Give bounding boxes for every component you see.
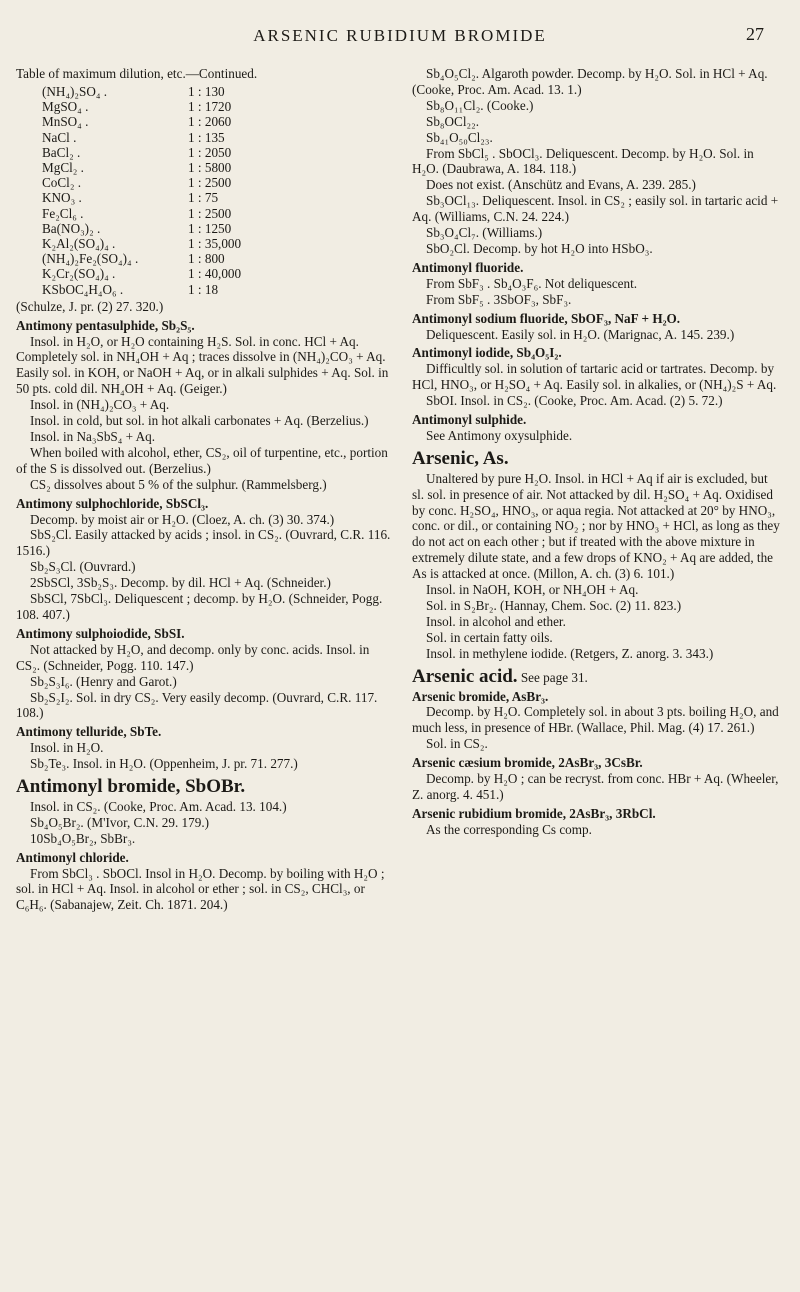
table-caption: Table of maximum dilution, etc.—Continued. [16,66,258,81]
entry-text: Insol. in H₂O, or H₂O containing H₂S. Sol. in conc. HCl + Aq. Completely sol. in NH₄OH + Aq ; traces dissolve in (NH₄)₂CO₃ + Aq. Easily sol. in KOH, or NaOH + Aq, or in alkali sulphides + Aq. Sol. in 50 pts. cold dil. NH₄OH + Aq. (Geiger.) [16,333,389,397]
entry-text: Sol. in CS₂. [426,736,488,752]
entry-text: Sb₂Te₃. Insol. in H₂O. (Oppenheim, J. pr. 71. 277.) [30,756,298,772]
table-reference: (Schulze, J. pr. (2) 27. 320.) [16,298,164,314]
dilution-ratio: 1 : 1250 [188,220,232,236]
entry-heading [412,311,780,327]
entry-text: Deliquescent. Easily sol. in H₂O. (Marignac, A. 145. 239.) [426,326,735,342]
dilution-compound: CoCl₂ . [42,175,82,191]
dilution-row [42,282,241,297]
entry-text: Insol. in NaOH, KOH, or NH₄OH + Aq. [426,582,639,598]
entry-text: Not attacked by H₂O, and decomp. only by conc. acids. Insol. in CS₂. (Schneider, Pogg. 110. 147.) [16,641,370,673]
right-column [412,66,780,838]
dilution-row [42,236,241,251]
dilution-row [42,251,241,266]
left-entries [16,318,392,914]
entry-text: SbOI. Insol. in CS₂. (Cooke, Proc. Am. Acad. (2) 5. 72.) [426,393,723,409]
entry-text: Insol. in (NH₄)₂CO₃ + Aq. [30,397,170,413]
entry-text: Decomp. by H₂O. Completely sol. in about 3 pts. boiling H₂O, and much less, in presence of HBr. (Wallace, Phil. Mag. (4) 17. 261.) [412,704,779,736]
entry-heading [412,260,780,276]
dilution-ratio: 1 : 1720 [188,99,232,115]
entry-heading-text: Antimony sulphoiodide, SbSI. [16,625,185,641]
dilution-compound: Fe₂Cl₆ . [42,205,84,221]
entry-heading [16,724,392,740]
section-heading [16,776,392,798]
dilution-row [42,206,241,221]
entry-text: Insol. in methylene iodide. (Retgers, Z. anorg. 3. 343.) [426,645,714,661]
entry-heading-text: Antimony telluride, SbTe. [16,724,162,740]
entry-text: Sol. in certain fatty oils. [426,629,553,645]
dilution-ratio: 1 : 800 [188,251,225,267]
entry-heading-text: Arsenic cæsium bromide, 2AsBr₃, 3CsBr. [412,755,643,771]
entry-text: Sb₃O₄Cl₇. (Williams.) [426,225,543,241]
page-number: 27 [746,24,764,44]
entry-heading [412,412,780,428]
dilution-compound: MgSO₄ . [42,99,89,115]
page-header [0,14,800,54]
dilution-compound: (NH₄)₂SO₄ . [42,83,108,99]
dilution-row [42,84,241,99]
entry-text: From SbCl₅ . SbOCl₃. Deliquescent. Decomp. by H₂O. Sol. in H₂O. (Daubrawa, A. 184. 118.) [412,145,754,177]
dilution-compound: K₂Al₂(SO₄)₄ . [42,235,116,251]
entry-text: Sb₈O₁₁Cl₂. (Cooke.) [426,97,534,113]
dilution-row [42,160,241,175]
dilution-ratio: 1 : 130 [188,83,225,99]
dilution-ratio: 1 : 2060 [188,114,232,130]
dilution-ratio: 1 : 2500 [188,205,232,221]
dilution-row [42,221,241,236]
dilution-ratio: 1 : 35,000 [188,235,242,251]
entry-text: Sb₂S₃Cl. (Ouvrard.) [30,559,136,575]
running-title: ARSENIC RUBIDIUM BROMIDE [253,26,547,45]
dilution-ratio: 1 : 2500 [188,175,232,191]
section-heading-text: Antimonyl bromide, SbOBr. [16,776,246,798]
dilution-row [42,266,241,281]
entry-text: 10Sb₄O₅Br₂, SbBr₃. [30,830,136,846]
entry-text: Sol. in S₂Br₂. (Hannay, Chem. Soc. (2) 11. 823.) [426,598,682,613]
entry-text: SbSCl, 7SbCl₃. Deliquescent ; decomp. by H₂O. (Schneider, Pogg. 108. 407.) [16,591,383,622]
entry-heading-text: Antimony sulphochloride, SbSCl₃. [16,495,209,511]
entry-heading-text: Arsenic rubidium bromide, 2AsBr₃, 3RbCl. [412,805,656,821]
entry-heading-text: Antimony pentasulphide, Sb₂S₅. [16,317,195,333]
entry-heading-text: Arsenic bromide, AsBr₃. [412,688,549,704]
dilution-ratio: 1 : 40,000 [188,266,242,282]
dilution-compound: KNO₃ . [42,190,82,206]
entry-text: Sb₂S₂I₂. Sol. in dry CS₂. Very easily decomp. (Ouvrard, C.R. 117. 108.) [16,689,378,721]
entry-heading [16,626,392,642]
right-entries [412,66,780,838]
entry-heading [412,345,780,361]
entry-text: 2SbSCl, 3Sb₂S₃. Decomp. by dil. HCl + Aq. (Schneider.) [30,575,331,591]
dilution-compound: MnSO₄ . [42,114,89,130]
dilution-compound: NaCl . [42,129,77,145]
entry-text: SbS₂Cl. Easily attacked by acids ; insol. in CS₂. (Ouvrard, C.R. 116. 1516.) [16,527,391,559]
dilution-table [42,84,241,297]
entry-heading [16,496,392,512]
dilution-compound: MgCl₂ . [42,159,84,175]
entry-heading-text: Antimonyl iodide, Sb₄O₅I₂. [412,345,562,361]
dilution-ratio: 1 : 75 [188,190,219,206]
dilution-compound: KSbOC₄H₄O₆ . [42,281,124,297]
entry-text: From SbF₃ . Sb₄O₃F₆. Not deliquescent. [426,275,638,291]
entry-heading [412,755,780,771]
entry-text: Sb₂S₃I₆. (Henry and Garot.) [30,673,177,689]
entry-heading [16,318,392,334]
entry-text: Insol. in alcohol and ether. [426,613,566,629]
dilution-row [42,99,241,114]
entry-heading-text: Antimonyl fluoride. [412,259,524,275]
dilution-row [42,145,241,160]
entry-text: Sb₈OCl₂₂. [426,113,480,129]
section-heading [412,447,780,469]
entry-text: Unaltered by pure H₂O. Insol. in HCl + Aq if air is excluded, but sl. sol. in presence of air. Not attacked by dil. H₂SO₄ + Aq. Oxidised by conc. H₂SO₄, HNO₃, or aqua regia. Not attacked at 20° by HNO₃, conc. or dil., or containing NO₂ ; nor by HNO₃ + HCl, as long as they do not act on each other ; but if treated with the above mixture in extremely dilute state, and a few drops of KNO₂ + Aq are added, the As is attacked at once. (Millon, A. ch. (3) 6. 101.) [412,470,780,582]
entry-text: Insol. in CS₂. (Cooke, Proc. Am. Acad. 13. 104.) [30,798,287,814]
entry-heading-text: Antimonyl sulphide. [412,412,527,428]
section-heading-text: Arsenic, As. [412,447,509,469]
dilution-ratio: 1 : 5800 [188,159,232,175]
entry-text: SbO₂Cl. Decomp. by hot H₂O into HSbO₃. [426,240,653,256]
dilution-compound: (NH₄)₂Fe₂(SO₄)₄ . [42,251,139,267]
entry-text: Sb₄O₅Cl₂. Algaroth powder. Decomp. by H₂O. Sol. in HCl + Aq. (Cooke, Proc. Am. Acad. 13. 1.) [412,66,768,97]
entry-text: Insol. in Na₃SbS₄ + Aq. [30,429,156,444]
left-column [16,66,392,913]
entry-text: As the corresponding Cs comp. [426,821,592,837]
entry-text: Decomp. by moist air or H₂O. (Cloez, A. ch. (3) 30. 374.) [30,511,335,527]
dilution-row [42,130,241,145]
entry-text: Difficultly sol. in solution of tartaric acid or tartrates. Decomp. by HCl, HNO₃, or H₂SO₄ + Aq. Easily sol. in alkalies, or (NH₄)₂S + Aq. [412,361,777,393]
dilution-ratio: 1 : 2050 [188,144,232,160]
entry-text: From SbF₅ . 3SbOF₃, SbF₃. [426,291,572,307]
section-heading-note: See page 31. [517,669,588,685]
entry-text: CS₂ dissolves about 5 % of the sulphur. (Rammelsberg.) [30,476,327,492]
dilution-row [42,190,241,205]
entry-heading [412,689,780,705]
entry-text: Decomp. by H₂O ; can be recryst. from conc. HBr + Aq. (Wheeler, Z. anorg. 4. 451.) [412,771,779,802]
dilution-ratio: 1 : 18 [188,281,219,297]
dilution-row [42,114,241,129]
dilution-row [42,175,241,190]
dilution-compound: BaCl₂ . [42,144,81,160]
dilution-compound: K₂Cr₂(SO₄)₄ . [42,266,116,282]
section-heading-text: Arsenic acid. [412,665,518,687]
entry-text: Insol. in H₂O. [30,740,104,756]
entry-heading-text: Antimonyl chloride. [16,849,129,865]
entry-text: From SbCl₃ . SbOCl. Insol in H₂O. Decomp. by boiling with H₂O ; sol. in HCl + Aq. Insol. in alcohol or ether ; sol. in CS₂, CHCl₃, or C₆H₆. (Sabanajew, Zeit. Ch. 1871. 204.) [16,865,385,913]
section-heading [412,665,780,687]
entry-text: Does not exist. (Anschütz and Evans, A. 239. 285.) [426,177,696,193]
entry-heading [16,850,392,866]
entry-text: Sb₄O₅Br₂. (M'Ivor, C.N. 29. 179.) [30,814,210,830]
entry-text: Sb₄₁O₅₀Cl₂₃. [426,129,493,145]
entry-text: See Antimony oxysulphide. [426,427,573,443]
dilution-ratio: 1 : 135 [188,129,225,145]
entry-text: Sb₃OCl₁₃. Deliquescent. Insol. in CS₂ ; easily sol. in tartaric acid + Aq. (Williams, C.N. 24. 224.) [412,193,779,225]
dilution-compound: Ba(NO₃)₂ . [42,220,101,236]
entry-heading [412,806,780,822]
entry-heading-text: Antimonyl sodium fluoride, SbOF₃, NaF + H₂O. [412,310,681,326]
entry-text: When boiled with alcohol, ether, CS₂, oil of turpentine, etc., portion of the S is dissolved out. (Berzelius.) [16,444,388,476]
entry-text: Insol. in cold, but sol. in hot alkali carbonates + Aq. (Berzelius.) [30,413,369,429]
